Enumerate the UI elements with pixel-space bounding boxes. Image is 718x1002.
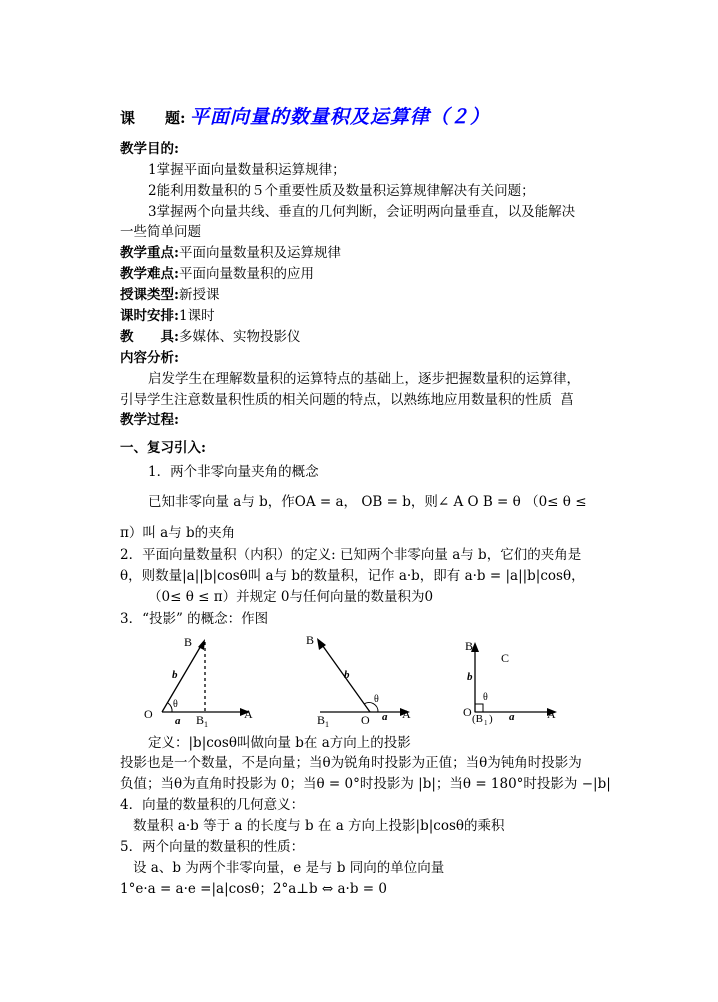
label-O: O (144, 707, 153, 721)
difficulty-row (120, 264, 314, 284)
label-O: O (361, 713, 370, 727)
objective-item-3-cont: 一些简单问题 (120, 224, 201, 240)
difficulty-value: 平面向量数量积的应用 (178, 266, 314, 282)
label-O: O (463, 705, 472, 719)
process-heading: 教学过程: (120, 412, 179, 428)
section-5-title: 5．两个向量的数量积的性质： (120, 839, 305, 855)
label-b: b (467, 671, 473, 683)
tools-label: 教 具: (120, 329, 179, 345)
label-a: a (175, 715, 181, 727)
label-B: B (184, 635, 193, 649)
label-A: A (402, 707, 411, 721)
section-4-title: 4．向量的数量积的几何意义： (120, 797, 305, 813)
vector-b-line (162, 644, 202, 712)
label-B1: B (317, 713, 326, 727)
definition-line: 定义：|b|cosθ叫做向量 b在 a方向上的投影 (148, 735, 411, 751)
page-title: 平面向量的数量积及运算律（２） (189, 106, 490, 128)
section-1-line-2: π）叫 a与 b的夹角 (120, 525, 236, 541)
section-3-title: 3．“投影” 的概念：作图 (120, 611, 269, 627)
label-B1-sub: 1 (484, 719, 488, 727)
difficulty-label: 教学难点: (120, 266, 179, 282)
projection-line-1: 投影也是一个数量，不是向量；当θ为锐角时投影为正值；当θ为钝角时投影为 (120, 755, 582, 771)
analysis-para-2-text: 引导学生注意数量积性质的相关问题的特点，以熟练地应用数量积的性质 (120, 392, 552, 408)
projection-line-2: 负值；当θ为直角时投影为 0；当θ = 0°时投影为 |b|；当θ = 180°时投影为 −|b| (120, 776, 611, 792)
review-heading: 一、复习引入: (120, 440, 206, 456)
label-b: b (344, 669, 350, 681)
label-B1: B (196, 713, 205, 727)
label-theta: θ (483, 692, 488, 703)
focus-label: 教学重点: (120, 245, 179, 261)
label-a: a (509, 711, 515, 723)
label-B1-close: ) (489, 713, 493, 725)
label-theta: θ (374, 694, 379, 705)
label-B1: (B (472, 713, 483, 725)
label-a: a (382, 711, 388, 723)
tools-value: 多媒体、实物投影仪 (178, 329, 301, 345)
time-value: 1课时 (178, 308, 215, 324)
objectives-heading: 教学目的: (120, 141, 179, 157)
section-2-line-1: 2．平面向量数量积（内积）的定义: 已知两个非零向量 a与 b，它们的夹角是 (120, 547, 582, 563)
time-row (120, 306, 215, 326)
tools-row (120, 327, 300, 347)
section-2-line-2: θ，则数量|a||b|cosθ叫 a与 b的数量积，记作 a·b，即有 a·b = |a||b|cosθ， (120, 568, 585, 584)
section-5-line-2: 1°e·a = a·e =|a|cosθ；2°a⊥b ⇔ a·b = 0 (120, 881, 387, 897)
type-value: 新授课 (178, 287, 220, 303)
focus-row (120, 243, 341, 263)
title-row (120, 104, 490, 132)
label-B: B (306, 633, 315, 647)
analysis-heading: 内容分析: (120, 350, 179, 366)
label-A: A (547, 707, 556, 721)
projection-diagram-right (455, 628, 575, 728)
label-B1-sub: 1 (325, 720, 329, 728)
objective-item-1: 1掌握平面向量数量积运算规律； (148, 162, 346, 178)
section-5-line-1: 设 a、b 为两个非零向量，e 是与 b 同向的单位向量 (133, 860, 445, 876)
focus-value: 平面向量数量积及运算规律 (178, 245, 341, 261)
analysis-para-2-tail: 菖 (560, 392, 574, 408)
type-label: 授课类型: (120, 287, 179, 303)
title-label: 课 题: (120, 109, 186, 127)
label-B1-sub: 1 (204, 720, 208, 728)
projection-diagram-acute (140, 628, 270, 728)
time-label: 课时安排: (120, 308, 179, 324)
label-b: b (172, 669, 178, 681)
section-1-line-1: 已知非零向量 a与 b，作OA = a， OB = b，则∠ A O B = θ （0≤ θ ≤ (148, 494, 587, 510)
section-1-title: 1．两个非零向量夹角的概念 (148, 464, 319, 480)
label-C: C (501, 651, 510, 665)
type-row (120, 285, 219, 305)
analysis-para-1: 启发学生在理解数量积的运算特点的基础上，逐步把握数量积的运算律， (148, 371, 580, 387)
objective-item-3: 3掌握两个向量共线、垂直的几何判断，会证明两向量垂直，以及能解决 (148, 204, 576, 220)
analysis-para-2 (120, 390, 574, 410)
projection-diagram-obtuse (300, 628, 420, 728)
section-2-line-3: （0≤ θ ≤ π）并规定 0与任何向量的数量积为0 (148, 589, 434, 605)
label-A: A (244, 707, 253, 721)
right-angle-mark (475, 704, 483, 712)
objective-item-2: 2能利用数量积的５个重要性质及数量积运算规律解决有关问题； (148, 183, 535, 199)
label-B: B (465, 639, 474, 653)
angle-arc (168, 703, 172, 712)
section-4-line: 数量积 a·b 等于 a 的长度与 b 在 a 方向上投影|b|cosθ的乘积 (133, 818, 505, 834)
label-theta: θ (173, 699, 178, 710)
